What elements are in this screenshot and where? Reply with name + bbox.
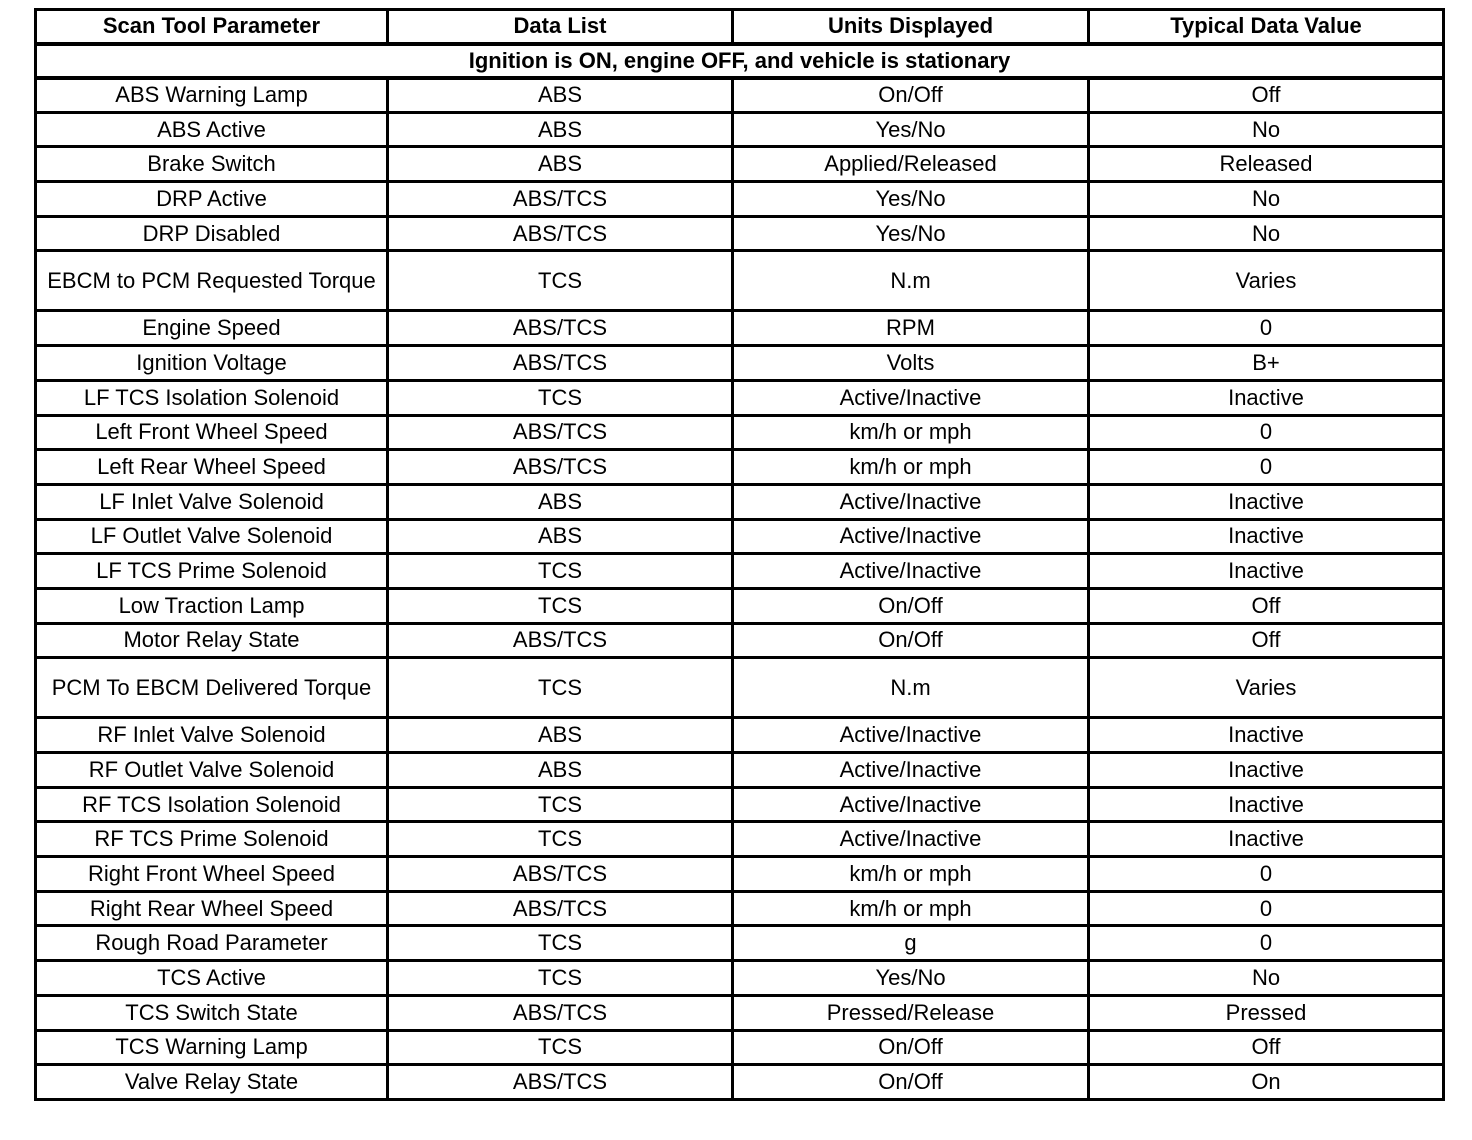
cell-typical-data-value: 0	[1089, 891, 1444, 926]
cell-typical-data-value: 0	[1089, 415, 1444, 450]
cell-data-list: ABS	[388, 78, 733, 113]
cell-units-displayed: Applied/Released	[733, 147, 1089, 182]
cell-typical-data-value: Inactive	[1089, 380, 1444, 415]
header-row	[36, 10, 1444, 44]
cell-typical-data-value: No	[1089, 961, 1444, 996]
cell-scan-tool-parameter: PCM To EBCM Delivered Torque	[36, 658, 388, 718]
cell-scan-tool-parameter: RF TCS Isolation Solenoid	[36, 787, 388, 822]
cell-scan-tool-parameter: Motor Relay State	[36, 623, 388, 658]
table-row	[36, 182, 1444, 217]
cell-typical-data-value: 0	[1089, 450, 1444, 485]
cell-units-displayed: Active/Inactive	[733, 718, 1089, 753]
cell-units-displayed: Active/Inactive	[733, 554, 1089, 589]
cell-data-list: ABS	[388, 112, 733, 147]
table-row	[36, 346, 1444, 381]
table-row	[36, 415, 1444, 450]
header-typical-data-value: Typical Data Value	[1089, 10, 1444, 44]
cell-units-displayed: Active/Inactive	[733, 380, 1089, 415]
header-units-displayed: Units Displayed	[733, 10, 1089, 44]
table-row	[36, 926, 1444, 961]
table-row	[36, 1030, 1444, 1065]
table-row	[36, 891, 1444, 926]
table-row	[36, 718, 1444, 753]
cell-units-displayed: On/Off	[733, 1030, 1089, 1065]
cell-typical-data-value: Off	[1089, 1030, 1444, 1065]
cell-typical-data-value: Inactive	[1089, 718, 1444, 753]
table-row	[36, 112, 1444, 147]
cell-units-displayed: On/Off	[733, 78, 1089, 113]
cell-units-displayed: km/h or mph	[733, 450, 1089, 485]
cell-scan-tool-parameter: LF Inlet Valve Solenoid	[36, 484, 388, 519]
table-row	[36, 311, 1444, 346]
cell-scan-tool-parameter: Left Front Wheel Speed	[36, 415, 388, 450]
cell-units-displayed: Volts	[733, 346, 1089, 381]
cell-typical-data-value: Inactive	[1089, 822, 1444, 857]
cell-data-list: TCS	[388, 822, 733, 857]
cell-data-list: ABS/TCS	[388, 857, 733, 892]
cell-units-displayed: g	[733, 926, 1089, 961]
table-row	[36, 216, 1444, 251]
cell-data-list: ABS	[388, 519, 733, 554]
scan-tool-data-table	[34, 8, 1445, 1101]
cell-scan-tool-parameter: Rough Road Parameter	[36, 926, 388, 961]
cell-typical-data-value: 0	[1089, 311, 1444, 346]
cell-data-list: ABS	[388, 147, 733, 182]
cell-data-list: ABS	[388, 753, 733, 788]
cell-units-displayed: N.m	[733, 251, 1089, 311]
table-row	[36, 822, 1444, 857]
cell-scan-tool-parameter: LF TCS Isolation Solenoid	[36, 380, 388, 415]
cell-scan-tool-parameter: DRP Disabled	[36, 216, 388, 251]
cell-data-list: ABS/TCS	[388, 1065, 733, 1100]
cell-scan-tool-parameter: LF Outlet Valve Solenoid	[36, 519, 388, 554]
cell-data-list: TCS	[388, 1030, 733, 1065]
cell-units-displayed: Yes/No	[733, 182, 1089, 217]
cell-scan-tool-parameter: Left Rear Wheel Speed	[36, 450, 388, 485]
cell-scan-tool-parameter: ABS Active	[36, 112, 388, 147]
table-body	[36, 44, 1444, 1100]
cell-units-displayed: Active/Inactive	[733, 519, 1089, 554]
cell-typical-data-value: No	[1089, 182, 1444, 217]
table-row	[36, 78, 1444, 113]
cell-units-displayed: On/Off	[733, 1065, 1089, 1100]
cell-data-list: ABS/TCS	[388, 182, 733, 217]
cell-scan-tool-parameter: Right Rear Wheel Speed	[36, 891, 388, 926]
cell-typical-data-value: Varies	[1089, 658, 1444, 718]
cell-data-list: ABS/TCS	[388, 346, 733, 381]
cell-scan-tool-parameter: Valve Relay State	[36, 1065, 388, 1100]
cell-data-list: ABS	[388, 484, 733, 519]
cell-units-displayed: km/h or mph	[733, 857, 1089, 892]
cell-scan-tool-parameter: RF Outlet Valve Solenoid	[36, 753, 388, 788]
table-row	[36, 787, 1444, 822]
cell-typical-data-value: 0	[1089, 926, 1444, 961]
cell-scan-tool-parameter: Ignition Voltage	[36, 346, 388, 381]
cell-units-displayed: Yes/No	[733, 961, 1089, 996]
test-condition: Ignition is ON, engine OFF, and vehicle is stationary	[36, 44, 1444, 78]
cell-units-displayed: Active/Inactive	[733, 787, 1089, 822]
cell-typical-data-value: 0	[1089, 857, 1444, 892]
cell-units-displayed: Yes/No	[733, 216, 1089, 251]
cell-units-displayed: km/h or mph	[733, 415, 1089, 450]
cell-data-list: TCS	[388, 380, 733, 415]
cell-data-list: ABS	[388, 718, 733, 753]
cell-data-list: ABS/TCS	[388, 450, 733, 485]
cell-scan-tool-parameter: RF TCS Prime Solenoid	[36, 822, 388, 857]
table-row	[36, 995, 1444, 1030]
cell-typical-data-value: Off	[1089, 588, 1444, 623]
table-row	[36, 623, 1444, 658]
table-row	[36, 450, 1444, 485]
table-row	[36, 857, 1444, 892]
cell-units-displayed: Active/Inactive	[733, 822, 1089, 857]
cell-units-displayed: On/Off	[733, 623, 1089, 658]
cell-typical-data-value: Varies	[1089, 251, 1444, 311]
cell-scan-tool-parameter: TCS Switch State	[36, 995, 388, 1030]
cell-typical-data-value: B+	[1089, 346, 1444, 381]
cell-data-list: ABS/TCS	[388, 623, 733, 658]
cell-typical-data-value: Off	[1089, 78, 1444, 113]
table-row	[36, 588, 1444, 623]
table-row	[36, 519, 1444, 554]
cell-units-displayed: N.m	[733, 658, 1089, 718]
cell-typical-data-value: Inactive	[1089, 554, 1444, 589]
cell-scan-tool-parameter: RF Inlet Valve Solenoid	[36, 718, 388, 753]
cell-data-list: TCS	[388, 961, 733, 996]
cell-scan-tool-parameter: ABS Warning Lamp	[36, 78, 388, 113]
cell-typical-data-value: Inactive	[1089, 753, 1444, 788]
cell-typical-data-value: Off	[1089, 623, 1444, 658]
cell-typical-data-value: Inactive	[1089, 787, 1444, 822]
table-row	[36, 147, 1444, 182]
table-row	[36, 1065, 1444, 1100]
table-row	[36, 753, 1444, 788]
cell-scan-tool-parameter: Low Traction Lamp	[36, 588, 388, 623]
cell-data-list: TCS	[388, 787, 733, 822]
condition-row	[36, 44, 1444, 78]
cell-units-displayed: Active/Inactive	[733, 753, 1089, 788]
cell-data-list: ABS/TCS	[388, 415, 733, 450]
table-row	[36, 380, 1444, 415]
cell-data-list: TCS	[388, 588, 733, 623]
header-data-list: Data List	[388, 10, 733, 44]
cell-units-displayed: Active/Inactive	[733, 484, 1089, 519]
header-scan-tool-parameter: Scan Tool Parameter	[36, 10, 388, 44]
cell-typical-data-value: No	[1089, 216, 1444, 251]
table-row	[36, 961, 1444, 996]
cell-typical-data-value: No	[1089, 112, 1444, 147]
table-row	[36, 658, 1444, 718]
cell-scan-tool-parameter: TCS Active	[36, 961, 388, 996]
cell-typical-data-value: Inactive	[1089, 484, 1444, 519]
cell-data-list: TCS	[388, 554, 733, 589]
cell-data-list: TCS	[388, 658, 733, 718]
cell-typical-data-value: Released	[1089, 147, 1444, 182]
cell-typical-data-value: On	[1089, 1065, 1444, 1100]
cell-scan-tool-parameter: Engine Speed	[36, 311, 388, 346]
cell-units-displayed: RPM	[733, 311, 1089, 346]
cell-scan-tool-parameter: DRP Active	[36, 182, 388, 217]
table-row	[36, 251, 1444, 311]
cell-typical-data-value: Pressed	[1089, 995, 1444, 1030]
cell-scan-tool-parameter: TCS Warning Lamp	[36, 1030, 388, 1065]
table-row	[36, 554, 1444, 589]
cell-data-list: TCS	[388, 926, 733, 961]
table-row	[36, 484, 1444, 519]
cell-data-list: ABS/TCS	[388, 995, 733, 1030]
cell-data-list: TCS	[388, 251, 733, 311]
cell-units-displayed: km/h or mph	[733, 891, 1089, 926]
cell-units-displayed: Pressed/Release	[733, 995, 1089, 1030]
cell-units-displayed: Yes/No	[733, 112, 1089, 147]
cell-typical-data-value: Inactive	[1089, 519, 1444, 554]
cell-scan-tool-parameter: EBCM to PCM Requested Torque	[36, 251, 388, 311]
cell-scan-tool-parameter: LF TCS Prime Solenoid	[36, 554, 388, 589]
cell-scan-tool-parameter: Brake Switch	[36, 147, 388, 182]
cell-scan-tool-parameter: Right Front Wheel Speed	[36, 857, 388, 892]
cell-data-list: ABS/TCS	[388, 216, 733, 251]
cell-data-list: ABS/TCS	[388, 891, 733, 926]
cell-units-displayed: On/Off	[733, 588, 1089, 623]
cell-data-list: ABS/TCS	[388, 311, 733, 346]
